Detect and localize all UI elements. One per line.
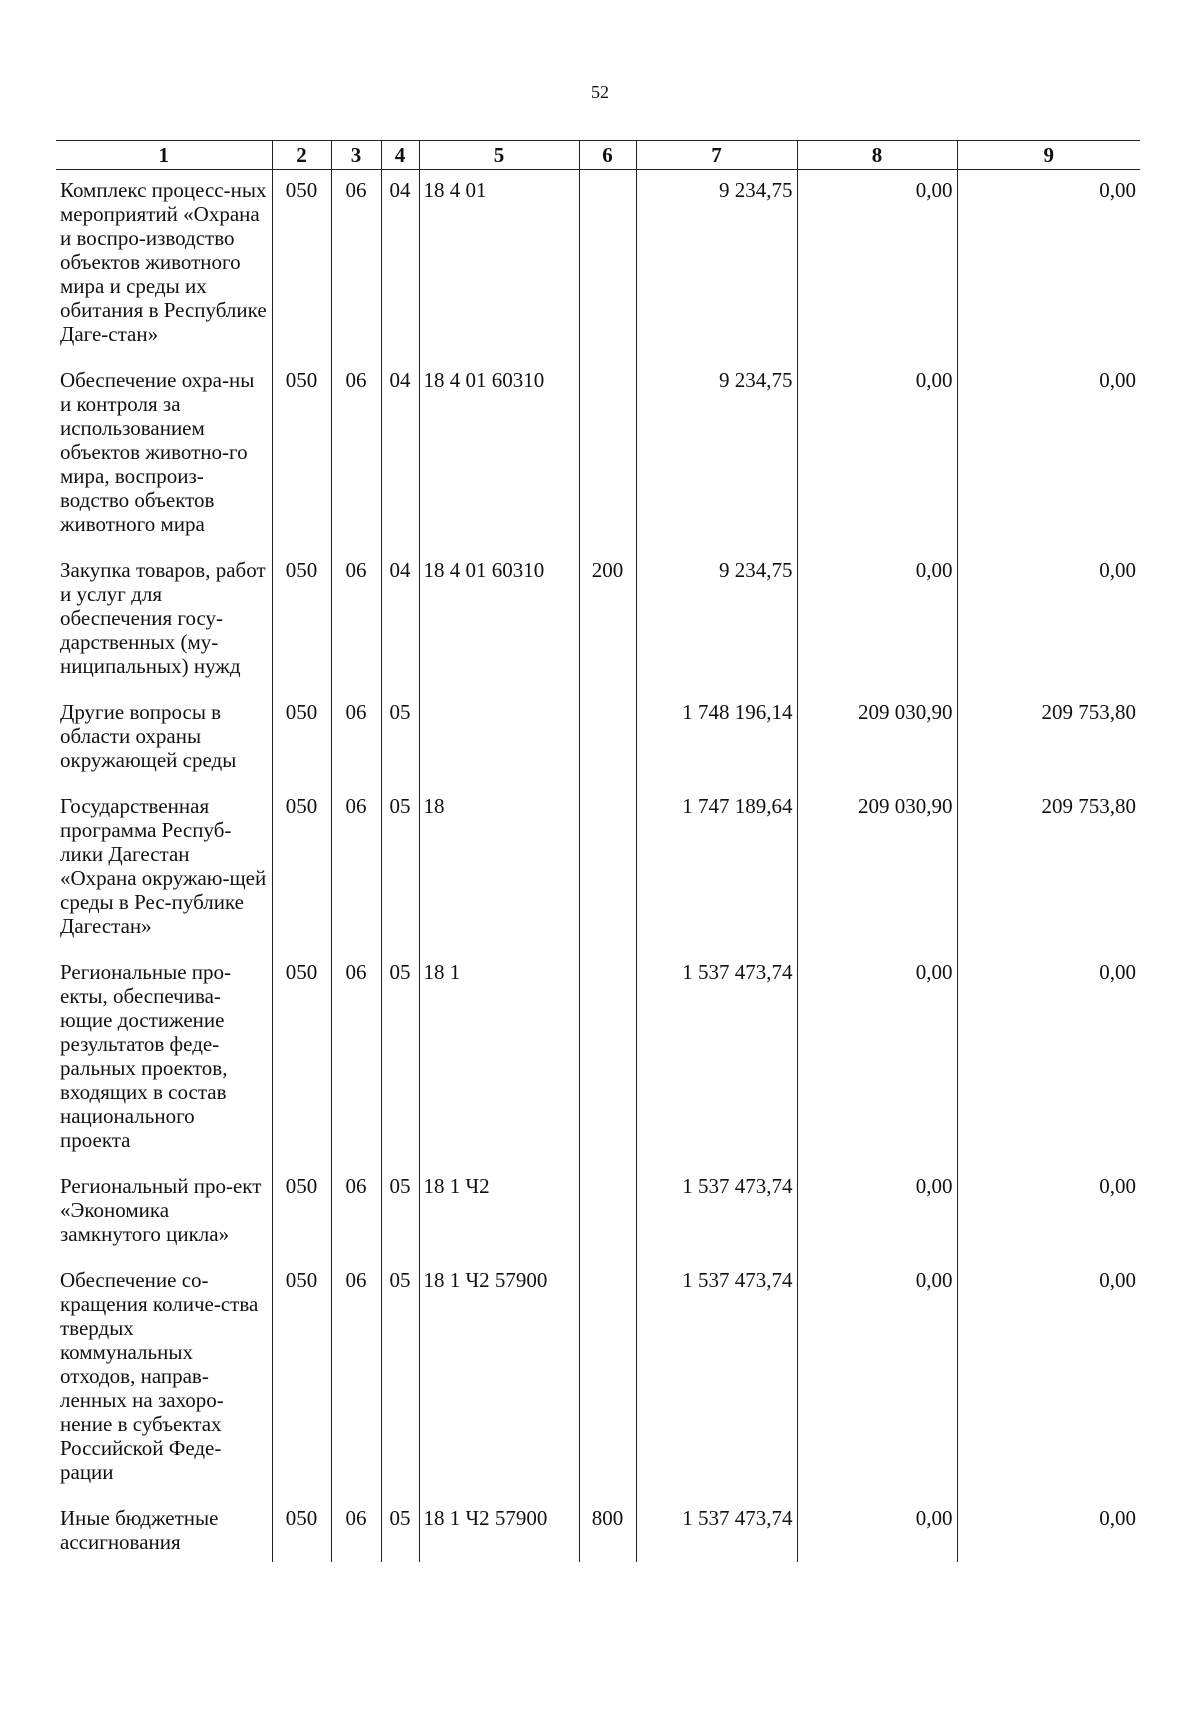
page-number: 52 xyxy=(591,82,609,102)
amount-year-2-cell: 0,00 xyxy=(797,1166,957,1260)
admin-code-cell: 050 xyxy=(272,1498,331,1562)
section-cell: 06 xyxy=(331,550,381,692)
admin-code-cell: 050 xyxy=(272,952,331,1166)
admin-code-cell: 050 xyxy=(272,360,331,550)
subsection-cell: 04 xyxy=(381,170,419,361)
section-cell: 06 xyxy=(331,1498,381,1562)
expense-type-cell xyxy=(579,360,636,550)
table-row xyxy=(56,550,1140,692)
row-name-cell: Другие вопросы в области охраны окружающей среды xyxy=(60,700,237,772)
row-name-cell: Закупка товаров, работ и услуг для обеспечения госу-дарственных (му-ниципальных) нужд xyxy=(60,558,266,678)
section-cell: 06 xyxy=(331,1166,381,1260)
expense-type-cell xyxy=(579,170,636,361)
expense-type-cell xyxy=(579,1166,636,1260)
subsection-cell: 04 xyxy=(381,550,419,692)
row-name-cell: Комплекс процесс-ных мероприятий «Охрана и воспро-изводство объектов животного мира и среды их обитания в Республике Даге-стан» xyxy=(60,178,267,346)
admin-code-cell: 050 xyxy=(272,1166,331,1260)
amount-year-2-cell: 0,00 xyxy=(797,550,957,692)
amount-year-1-cell: 9 234,75 xyxy=(636,550,797,692)
row-name-cell: Региональный про-ект «Экономика замкнутого цикла» xyxy=(60,1174,262,1246)
expense-type-cell xyxy=(579,786,636,952)
amount-year-1-cell: 1 537 473,74 xyxy=(636,1260,797,1498)
amount-year-3-cell: 0,00 xyxy=(957,952,1140,1166)
target-item-cell: 18 1 Ч2 57900 xyxy=(419,1260,579,1498)
header-row xyxy=(56,141,1140,170)
target-item-cell xyxy=(419,692,579,786)
amount-year-3-cell: 0,00 xyxy=(957,360,1140,550)
admin-code-cell: 050 xyxy=(272,170,331,361)
table-row xyxy=(56,360,1140,550)
expense-type-cell xyxy=(579,952,636,1166)
column-header-6: 6 xyxy=(579,141,636,170)
row-name-cell: Обеспечение со-кращения количе-ства твердых коммунальных отходов, направ-ленных на захоро-нение в субъектах Российской Феде-рации xyxy=(60,1268,259,1484)
column-header-7: 7 xyxy=(636,141,797,170)
subsection-cell: 05 xyxy=(381,952,419,1166)
row-name-cell: Государственная программа Респуб-лики Дагестан «Охрана окружаю-щей среды в Рес-публике Дагестан» xyxy=(60,794,267,938)
section-cell: 06 xyxy=(331,786,381,952)
subsection-cell: 05 xyxy=(381,786,419,952)
amount-year-3-cell: 0,00 xyxy=(957,1166,1140,1260)
expense-type-cell: 800 xyxy=(579,1498,636,1562)
amount-year-1-cell: 1 748 196,14 xyxy=(636,692,797,786)
target-item-cell: 18 1 Ч2 xyxy=(419,1166,579,1260)
table-row xyxy=(56,952,1140,1166)
column-header-3: 3 xyxy=(331,141,381,170)
amount-year-2-cell: 209 030,90 xyxy=(797,786,957,952)
row-name-cell: Обеспечение охра-ны и контроля за использованием объектов животно-го мира, воспроиз-водство объектов животного мира xyxy=(60,368,255,536)
admin-code-cell: 050 xyxy=(272,692,331,786)
amount-year-1-cell: 1 747 189,64 xyxy=(636,786,797,952)
target-item-cell: 18 4 01 xyxy=(419,170,579,361)
expense-type-cell: 200 xyxy=(579,550,636,692)
amount-year-1-cell: 1 537 473,74 xyxy=(636,1498,797,1562)
section-cell: 06 xyxy=(331,360,381,550)
admin-code-cell: 050 xyxy=(272,786,331,952)
table-body xyxy=(56,170,1140,1563)
column-header-8: 8 xyxy=(797,141,957,170)
amount-year-3-cell: 209 753,80 xyxy=(957,786,1140,952)
amount-year-2-cell: 0,00 xyxy=(797,1498,957,1562)
table-row xyxy=(56,692,1140,786)
amount-year-1-cell: 9 234,75 xyxy=(636,360,797,550)
section-cell: 06 xyxy=(331,170,381,361)
column-header-1: 1 xyxy=(56,141,272,170)
row-name-cell: Иные бюджетные ассигнования xyxy=(60,1506,219,1554)
target-item-cell: 18 xyxy=(419,786,579,952)
target-item-cell: 18 1 Ч2 57900 xyxy=(419,1498,579,1562)
section-cell: 06 xyxy=(331,1260,381,1498)
subsection-cell: 05 xyxy=(381,692,419,786)
subsection-cell: 05 xyxy=(381,1260,419,1498)
target-item-cell: 18 1 xyxy=(419,952,579,1166)
admin-code-cell: 050 xyxy=(272,1260,331,1498)
column-header-4: 4 xyxy=(381,141,419,170)
amount-year-3-cell: 0,00 xyxy=(957,1260,1140,1498)
admin-code-cell: 050 xyxy=(272,550,331,692)
amount-year-1-cell: 1 537 473,74 xyxy=(636,952,797,1166)
table-row xyxy=(56,1260,1140,1498)
amount-year-2-cell: 0,00 xyxy=(797,952,957,1166)
amount-year-2-cell: 0,00 xyxy=(797,170,957,361)
subsection-cell: 04 xyxy=(381,360,419,550)
amount-year-1-cell: 9 234,75 xyxy=(636,170,797,361)
amount-year-1-cell: 1 537 473,74 xyxy=(636,1166,797,1260)
target-item-cell: 18 4 01 60310 xyxy=(419,360,579,550)
table-row xyxy=(56,786,1140,952)
subsection-cell: 05 xyxy=(381,1166,419,1260)
column-header-5: 5 xyxy=(419,141,579,170)
section-cell: 06 xyxy=(331,692,381,786)
expense-type-cell xyxy=(579,692,636,786)
expense-type-cell xyxy=(579,1260,636,1498)
column-header-9: 9 xyxy=(957,141,1140,170)
amount-year-3-cell: 0,00 xyxy=(957,170,1140,361)
amount-year-2-cell: 0,00 xyxy=(797,1260,957,1498)
table-row xyxy=(56,1166,1140,1260)
amount-year-2-cell: 209 030,90 xyxy=(797,692,957,786)
section-cell: 06 xyxy=(331,952,381,1166)
row-name-cell: Региональные про-екты, обеспечива-ющие достижение результатов феде-ральных проектов, входящих в состав национального проекта xyxy=(60,960,232,1152)
budget-table xyxy=(56,140,1140,1562)
amount-year-3-cell: 0,00 xyxy=(957,1498,1140,1562)
table-header xyxy=(56,141,1140,170)
column-header-2: 2 xyxy=(272,141,331,170)
subsection-cell: 05 xyxy=(381,1498,419,1562)
table-row xyxy=(56,170,1140,361)
target-item-cell: 18 4 01 60310 xyxy=(419,550,579,692)
amount-year-3-cell: 0,00 xyxy=(957,550,1140,692)
amount-year-2-cell: 0,00 xyxy=(797,360,957,550)
table-row xyxy=(56,1498,1140,1562)
amount-year-3-cell: 209 753,80 xyxy=(957,692,1140,786)
